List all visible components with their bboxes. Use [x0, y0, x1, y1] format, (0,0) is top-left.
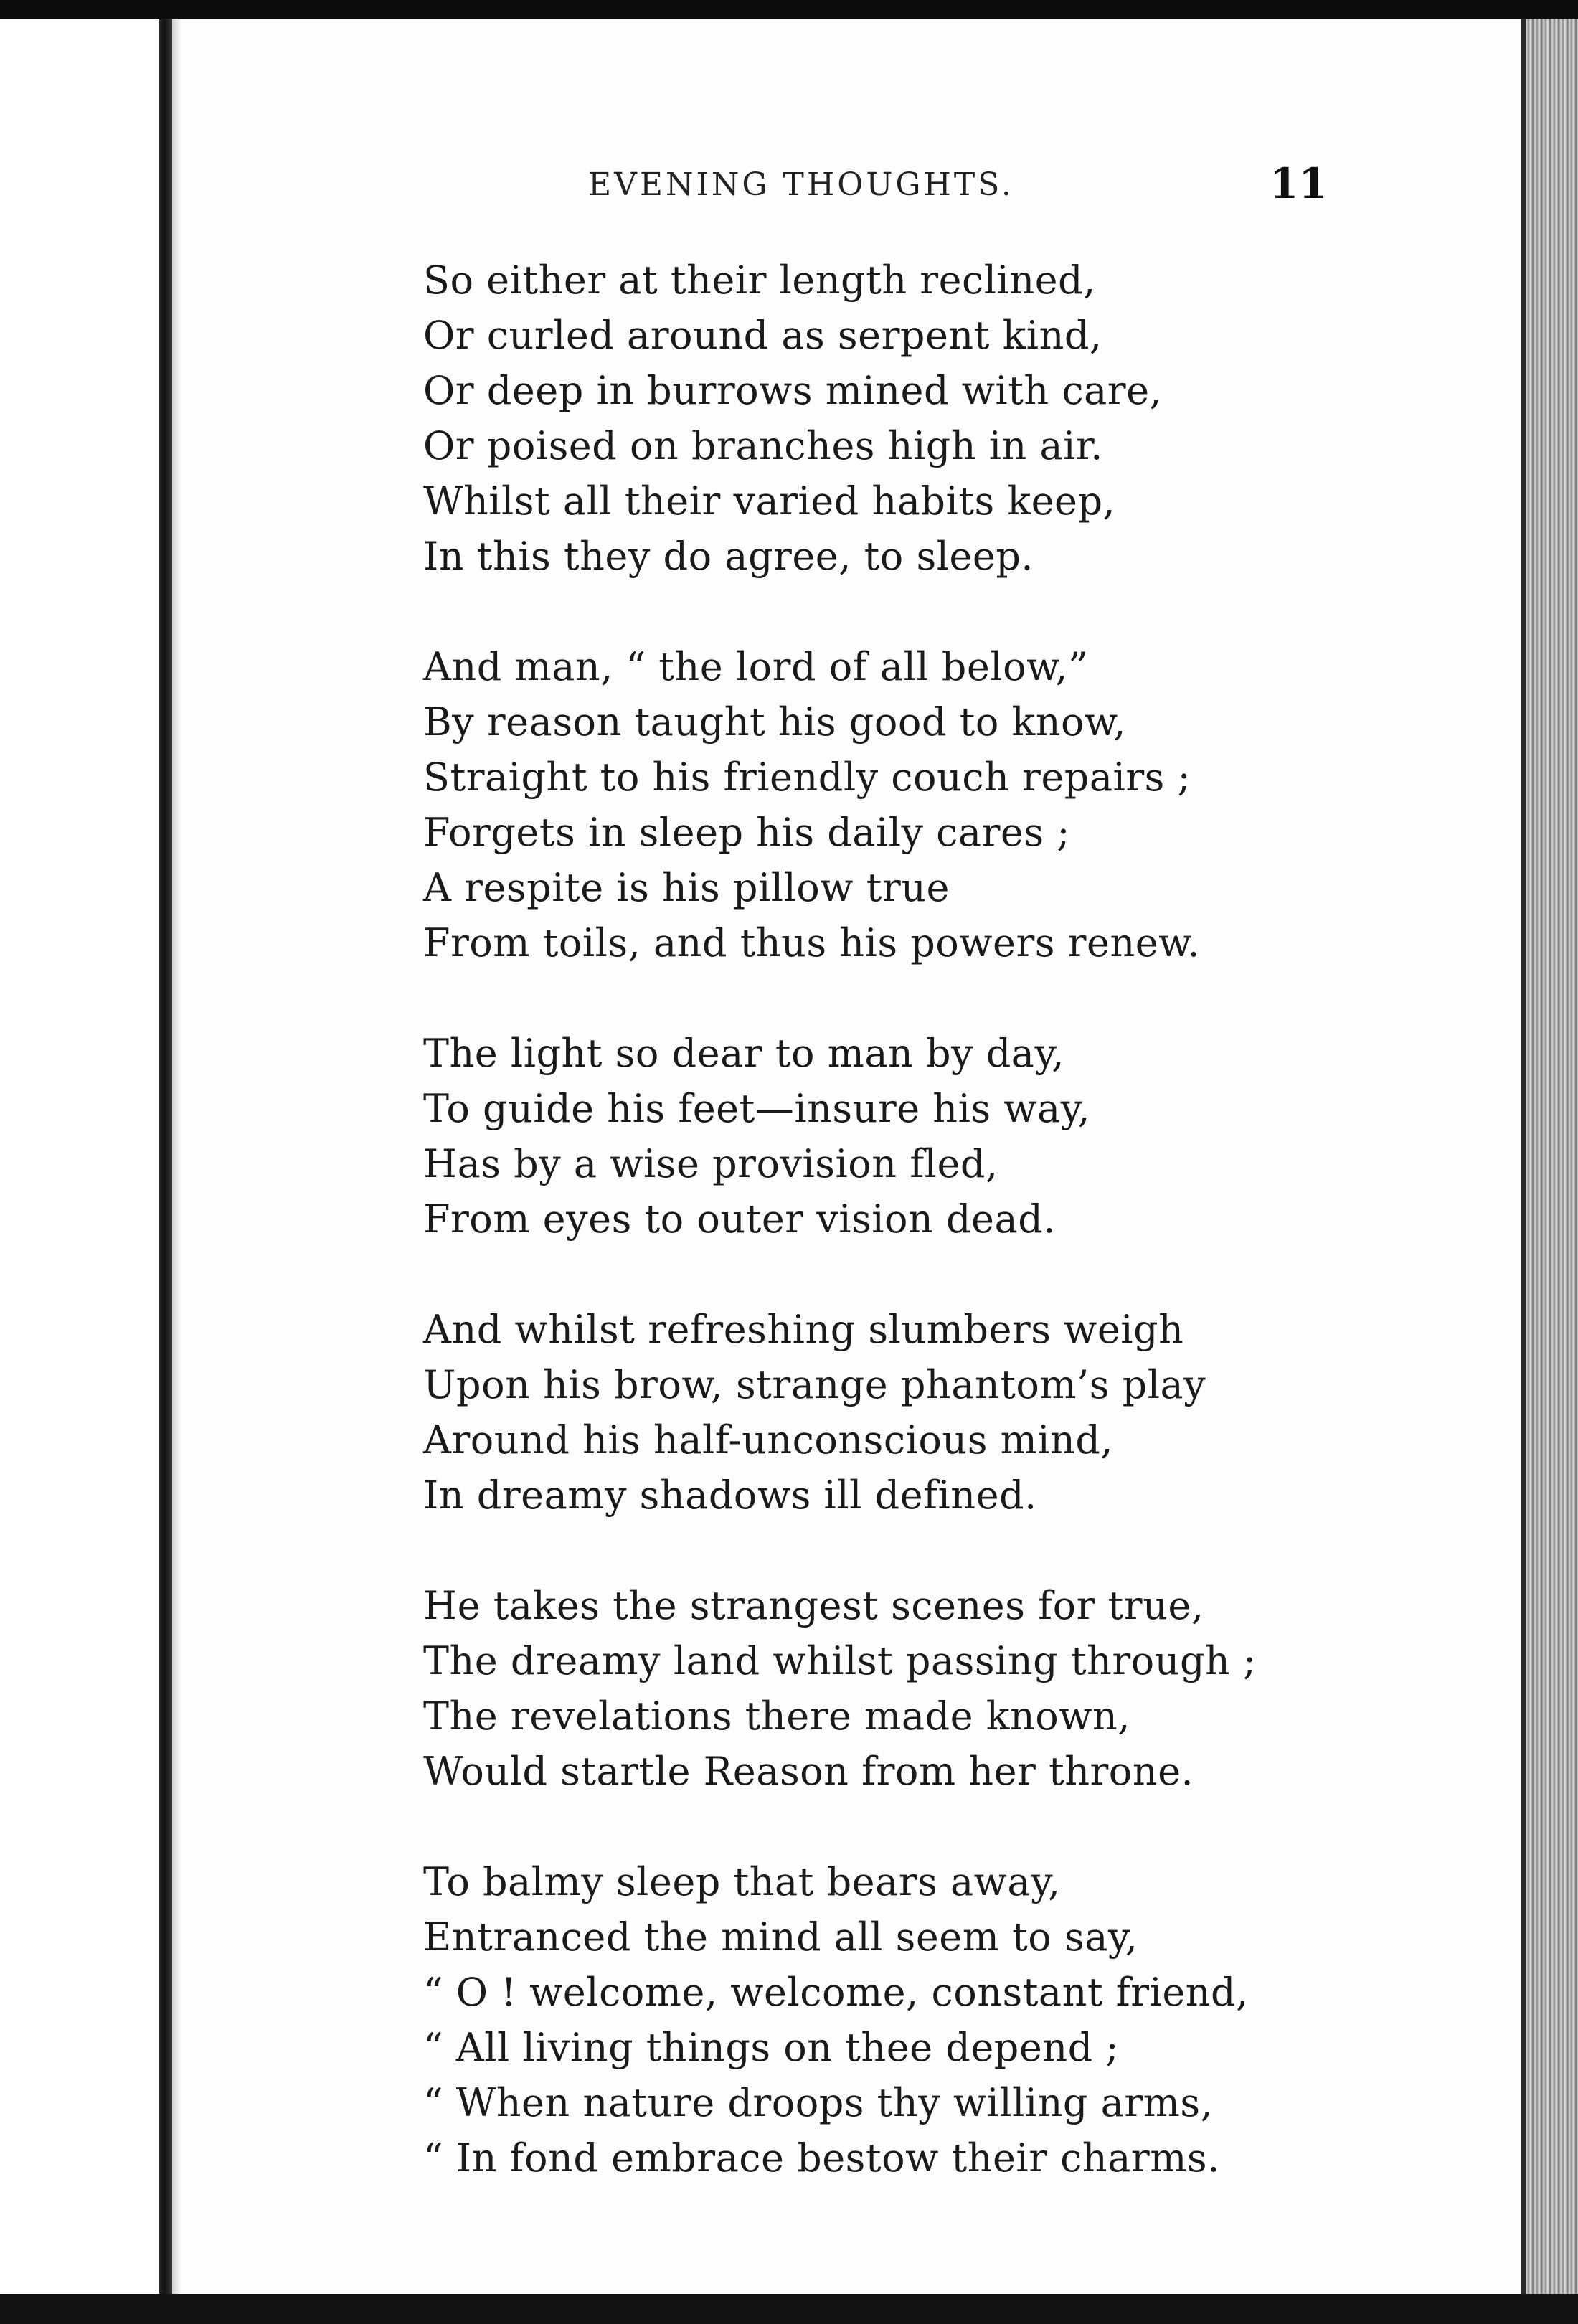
poem-line: “ All living things on thee depend ;	[423, 2025, 1120, 2070]
poem-body	[423, 252, 1513, 2241]
poem-line: The dreamy land whilst passing through ;	[423, 1638, 1257, 1683]
stanza-4	[423, 1302, 1513, 1523]
scan-top-border	[0, 0, 1578, 19]
scan-bottom-border	[0, 2294, 1578, 2324]
poem-line: “ In fond embrace bestow their charms.	[423, 2135, 1220, 2181]
poem-line: A respite is his pillow true	[423, 865, 950, 910]
page-stack-edge	[1526, 19, 1578, 2294]
book-spine-gutter	[159, 19, 172, 2294]
poem-line: Entranced the mind all seem to say,	[423, 1914, 1138, 1960]
poem-line: To guide his feet—insure his way,	[423, 1086, 1091, 1131]
poem-line: Has by a wise provision fled,	[423, 1141, 998, 1186]
poem-line: Whilst all their varied habits keep,	[423, 478, 1116, 524]
poem-line: He takes the strangest scenes for true,	[423, 1583, 1204, 1628]
gutter-shadow	[172, 19, 182, 2294]
stanza-3	[423, 1026, 1513, 1247]
poem-line: Would startle Reason from her throne.	[423, 1749, 1194, 1794]
poem-line: Or curled around as serpent kind,	[423, 313, 1102, 358]
poem-line: And man, “ the lord of all below,”	[423, 644, 1089, 689]
poem-line: Straight to his friendly couch repairs ;	[423, 755, 1191, 800]
poem-line: In this they do agree, to sleep.	[423, 534, 1034, 579]
poem-line: The revelations there made known,	[423, 1694, 1130, 1739]
poem-line: And whilst refreshing slumbers weigh	[423, 1307, 1184, 1352]
running-head: EVENING THOUGHTS.	[588, 166, 1014, 203]
poem-line: “ When nature droops thy willing arms,	[423, 2080, 1214, 2125]
poem-line: Around his half-unconscious mind,	[423, 1417, 1114, 1463]
poem-line: Upon his brow, strange phantom’s play	[423, 1362, 1206, 1407]
poem-line: To balmy sleep that bears away,	[423, 1859, 1061, 1904]
stanza-1	[423, 252, 1513, 584]
poem-line: The light so dear to man by day,	[423, 1031, 1064, 1076]
poem-line: Or poised on branches high in air.	[423, 423, 1103, 468]
poem-line: Forgets in sleep his daily cares ;	[423, 810, 1070, 855]
stanza-5	[423, 1578, 1513, 1799]
poem-line: From eyes to outer vision dead.	[423, 1196, 1056, 1242]
page-number: 11	[1270, 159, 1328, 208]
poem-line: So either at their length reclined,	[423, 258, 1096, 303]
poem-line: “ O ! welcome, welcome, constant friend,	[423, 1970, 1249, 2015]
poem-line: By reason taught his good to know,	[423, 699, 1126, 745]
stanza-6	[423, 1854, 1513, 2186]
scan-left-margin	[0, 19, 164, 2294]
poem-line: From toils, and thus his powers renew.	[423, 920, 1201, 965]
poem-line: Or deep in burrows mined with care,	[423, 368, 1163, 413]
stanza-2	[423, 639, 1513, 970]
poem-line: In dreamy shadows ill defined.	[423, 1473, 1037, 1518]
